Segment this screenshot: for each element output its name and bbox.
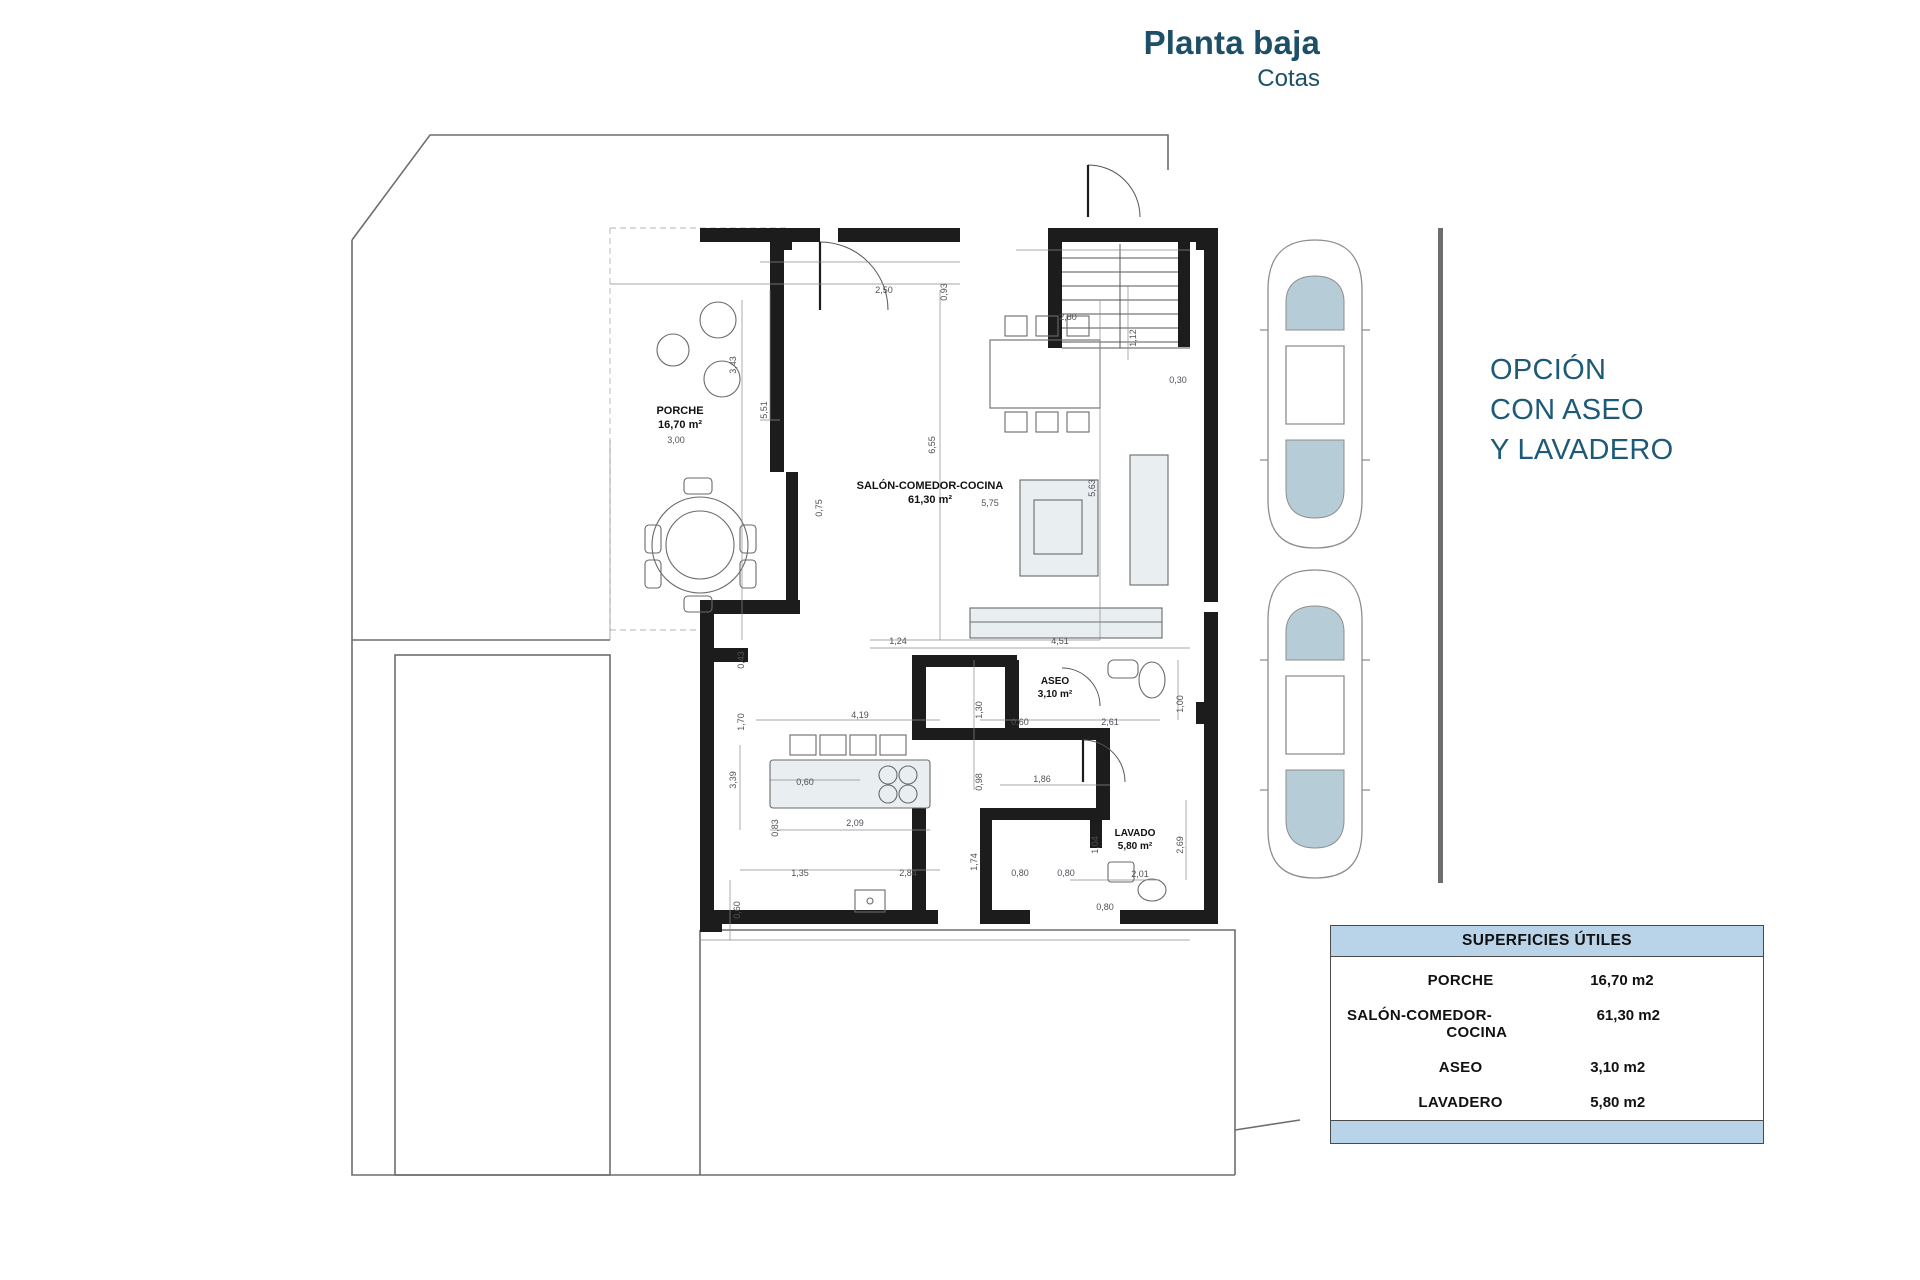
table-row <box>1331 1085 1763 1120</box>
dim-0-60: 0,60 <box>1011 717 1029 727</box>
porch-furniture <box>645 302 756 612</box>
car-upper <box>1260 240 1370 548</box>
surfaces-table-header: SUPERFICIES ÚTILES <box>1331 926 1763 957</box>
dim-0-60c: 0,60 <box>732 901 742 919</box>
dim-1-04: 1,04 <box>1090 836 1100 854</box>
option-line-3: Y LAVADERO <box>1490 434 1674 467</box>
surfaces-table-footer <box>1331 1120 1763 1143</box>
surface-value: 16,70 m2 <box>1590 972 1654 989</box>
dim-2-61: 2,61 <box>1101 717 1119 727</box>
room-label-aseo: ASEO 3,10 m² <box>1037 676 1073 700</box>
dim-3-43: 3,43 <box>728 356 738 374</box>
room-label-lavado: LAVADO 5,80 m² <box>1114 828 1156 852</box>
option-line-1: OPCIÓN <box>1490 354 1607 386</box>
dim-3-00: 3,00 <box>667 435 685 445</box>
dim-5-51: 5,51 <box>759 401 769 419</box>
dim-5-75: 5,75 <box>981 498 999 508</box>
entry-area <box>1048 228 1190 348</box>
surfaces-table <box>1330 925 1764 1144</box>
dim-2-01: 2,01 <box>1131 869 1149 879</box>
dim-0-93: 0,93 <box>939 283 949 301</box>
dim-1-12: 1,12 <box>1128 329 1138 347</box>
table-row <box>1331 998 1763 1050</box>
surface-name: SALÓN-COMEDOR- COCINA <box>1347 1007 1508 1041</box>
dim-5-63: 5,63 <box>1087 479 1097 497</box>
room-label-porche: PORCHE 16,70 m² <box>656 405 704 431</box>
site-boundary <box>352 135 1300 1175</box>
dim-1-24: 1,24 <box>889 636 907 646</box>
dim-1-86: 1,86 <box>1033 774 1051 784</box>
dim-2-80: 2,80 <box>1059 312 1077 322</box>
dim-0-30: 0,30 <box>1169 375 1187 385</box>
dim-2-50: 2,50 <box>875 285 893 295</box>
car-lower <box>1260 570 1370 878</box>
surface-value: 61,30 m2 <box>1596 1007 1660 1024</box>
dim-0-83: 0,83 <box>770 819 780 837</box>
dim-1-70: 1,70 <box>736 713 746 731</box>
aseo-fixtures <box>1108 660 1166 901</box>
surface-name: ASEO <box>1438 1059 1483 1076</box>
salon-furniture <box>970 316 1168 638</box>
dim-0-60b: 0,60 <box>796 777 814 787</box>
dim-0-80b: 0,80 <box>1057 868 1075 878</box>
dim-0-98: 0,98 <box>974 773 984 791</box>
table-row <box>1331 963 1763 998</box>
surface-name: LAVADERO <box>1418 1094 1503 1111</box>
dim-1-35: 1,35 <box>791 868 809 878</box>
dim-4-19: 4,19 <box>851 710 869 720</box>
dim-1-74: 1,74 <box>969 853 979 871</box>
dim-2-84: 2,84 <box>899 868 917 878</box>
dim-2-69: 2,69 <box>1175 836 1185 854</box>
surface-value: 3,10 m2 <box>1590 1059 1646 1076</box>
option-line-2: CON ASEO <box>1490 394 1644 427</box>
page-subtitle: Cotas <box>1257 64 1320 92</box>
surface-value: 5,80 m2 <box>1590 1094 1646 1111</box>
dim-0-80c: 0,80 <box>1096 902 1114 912</box>
surfaces-table-body <box>1331 957 1763 1120</box>
room-label-salon: SALÓN-COMEDOR-COCINA 61,30 m² <box>856 480 1004 506</box>
dim-0-75: 0,75 <box>814 499 824 517</box>
dim-2-09: 2,09 <box>846 818 864 828</box>
dim-4-51: 4,51 <box>1051 636 1069 646</box>
dim-1-30: 1,30 <box>974 701 984 719</box>
dim-1-00: 1,00 <box>1175 695 1185 713</box>
surface-name: PORCHE <box>1427 972 1494 989</box>
dim-0-80a: 0,80 <box>1011 868 1029 878</box>
dim-0-43: 0,43 <box>736 651 746 669</box>
dim-6-55: 6,55 <box>927 436 937 454</box>
table-row <box>1331 1050 1763 1085</box>
dim-3-39: 3,39 <box>728 771 738 789</box>
page-title: Planta baja <box>1143 24 1320 61</box>
